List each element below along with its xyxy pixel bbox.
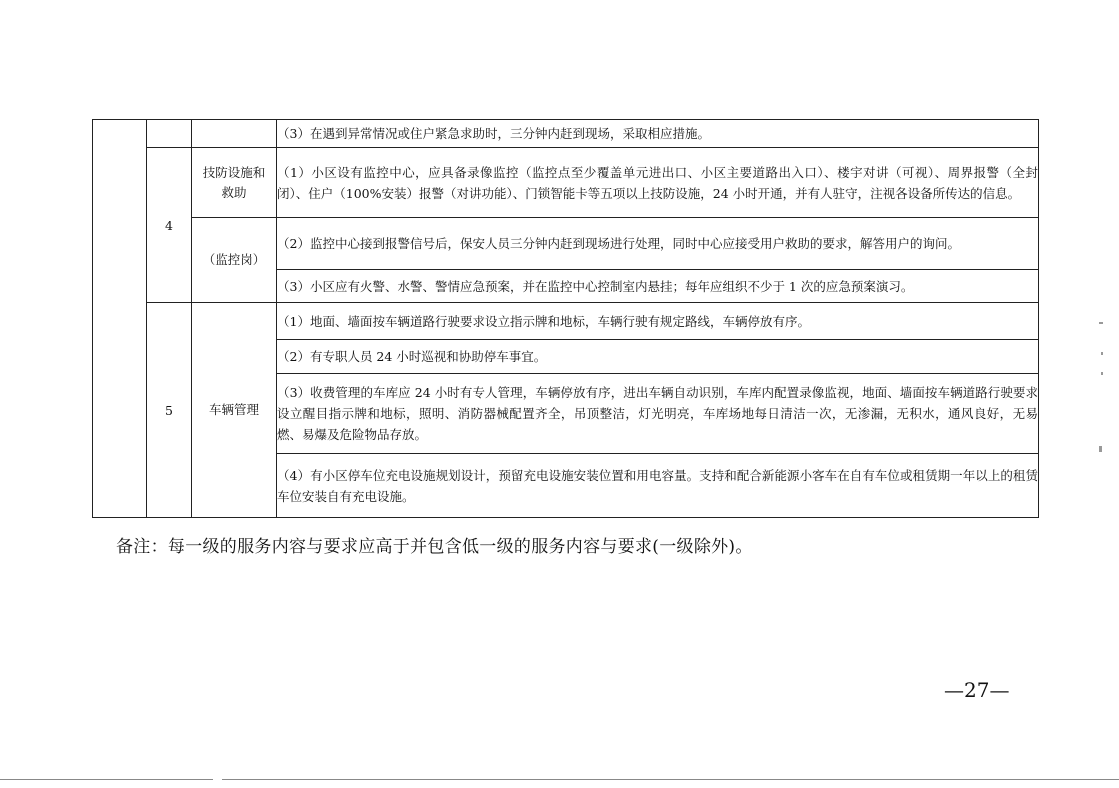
requirement-cell: （3）在遇到异常情况或住户紧急求助时，三分钟内赶到现场，采取相应措施。 bbox=[277, 120, 1039, 148]
margin-mark bbox=[1099, 322, 1103, 324]
requirement-cell: （2）有专职人员 24 小时巡视和协助停车事宜。 bbox=[277, 340, 1039, 374]
margin-mark bbox=[1101, 372, 1103, 375]
table-row bbox=[93, 120, 1039, 148]
cat-cell-blank bbox=[192, 120, 277, 148]
level-cell-blank bbox=[93, 120, 147, 518]
bottom-rule-right bbox=[222, 779, 1119, 780]
table-row bbox=[93, 303, 1039, 340]
num-cell-blank bbox=[147, 120, 192, 148]
bottom-rule-left bbox=[0, 779, 213, 780]
section-subcategory: （监控岗） bbox=[192, 218, 277, 303]
requirement-cell: （3）收费管理的车库应 24 小时有专人管理，车辆停放有序，进出车辆自动识别，车库内配置录像监视，地面、墙面按车辆道路行驶要求设立醒目指示牌和地标，照明、消防器械配置齐全，吊顶整洁，灯光明亮，车库场地每日清洁一次，无渗漏，无积水，通风良好，无易燃、易爆及危险物品存放。 bbox=[277, 374, 1039, 454]
section-number: 4 bbox=[147, 148, 192, 303]
table-row bbox=[93, 148, 1039, 218]
requirement-cell: （4）有小区停车位充电设施规划设计，预留充电设施安装位置和用电容量。支持和配合新能源小客车在自有车位或租赁期一年以上的租赁车位安装自有充电设施。 bbox=[277, 454, 1039, 518]
section-category: 车辆管理 bbox=[192, 303, 277, 518]
remark-note: 备注：每一级的服务内容与要求应高于并包含低一级的服务内容与要求(一级除外)。 bbox=[116, 537, 753, 557]
requirement-cell: （3）小区应有火警、水警、警情应急预案，并在监控中心控制室内悬挂；每年应组织不少于 1 次的应急预案演习。 bbox=[277, 270, 1039, 303]
category-line: 救助 bbox=[221, 184, 247, 200]
requirement-cell: （1）地面、墙面按车辆道路行驶要求设立指示牌和地标，车辆行驶有规定路线，车辆停放有序。 bbox=[277, 303, 1039, 340]
requirement-cell: （2）监控中心接到报警信号后，保安人员三分钟内赶到现场进行处理，同时中心应接受用户救助的要求，解答用户的询问。 bbox=[277, 218, 1039, 270]
section-number: 5 bbox=[147, 303, 192, 518]
margin-mark bbox=[1099, 446, 1102, 452]
requirement-cell: （1）小区设有监控中心，应具备录像监控（监控点至少覆盖单元进出口、小区主要道路出入口）、楼宇对讲（可视）、周界报警（全封闭）、住户（100%安装）报警（对讲功能）、门锁智能卡等五项以上技防设施，24 小时开通，并有人驻守，注视各设备所传达的信息。 bbox=[277, 148, 1039, 218]
table-row bbox=[93, 218, 1039, 270]
category-line: 技防设施和 bbox=[202, 164, 266, 180]
section-category bbox=[192, 148, 277, 218]
page-number: —27— bbox=[944, 678, 1010, 702]
service-standard-table bbox=[92, 119, 1039, 518]
margin-mark bbox=[1101, 352, 1103, 355]
